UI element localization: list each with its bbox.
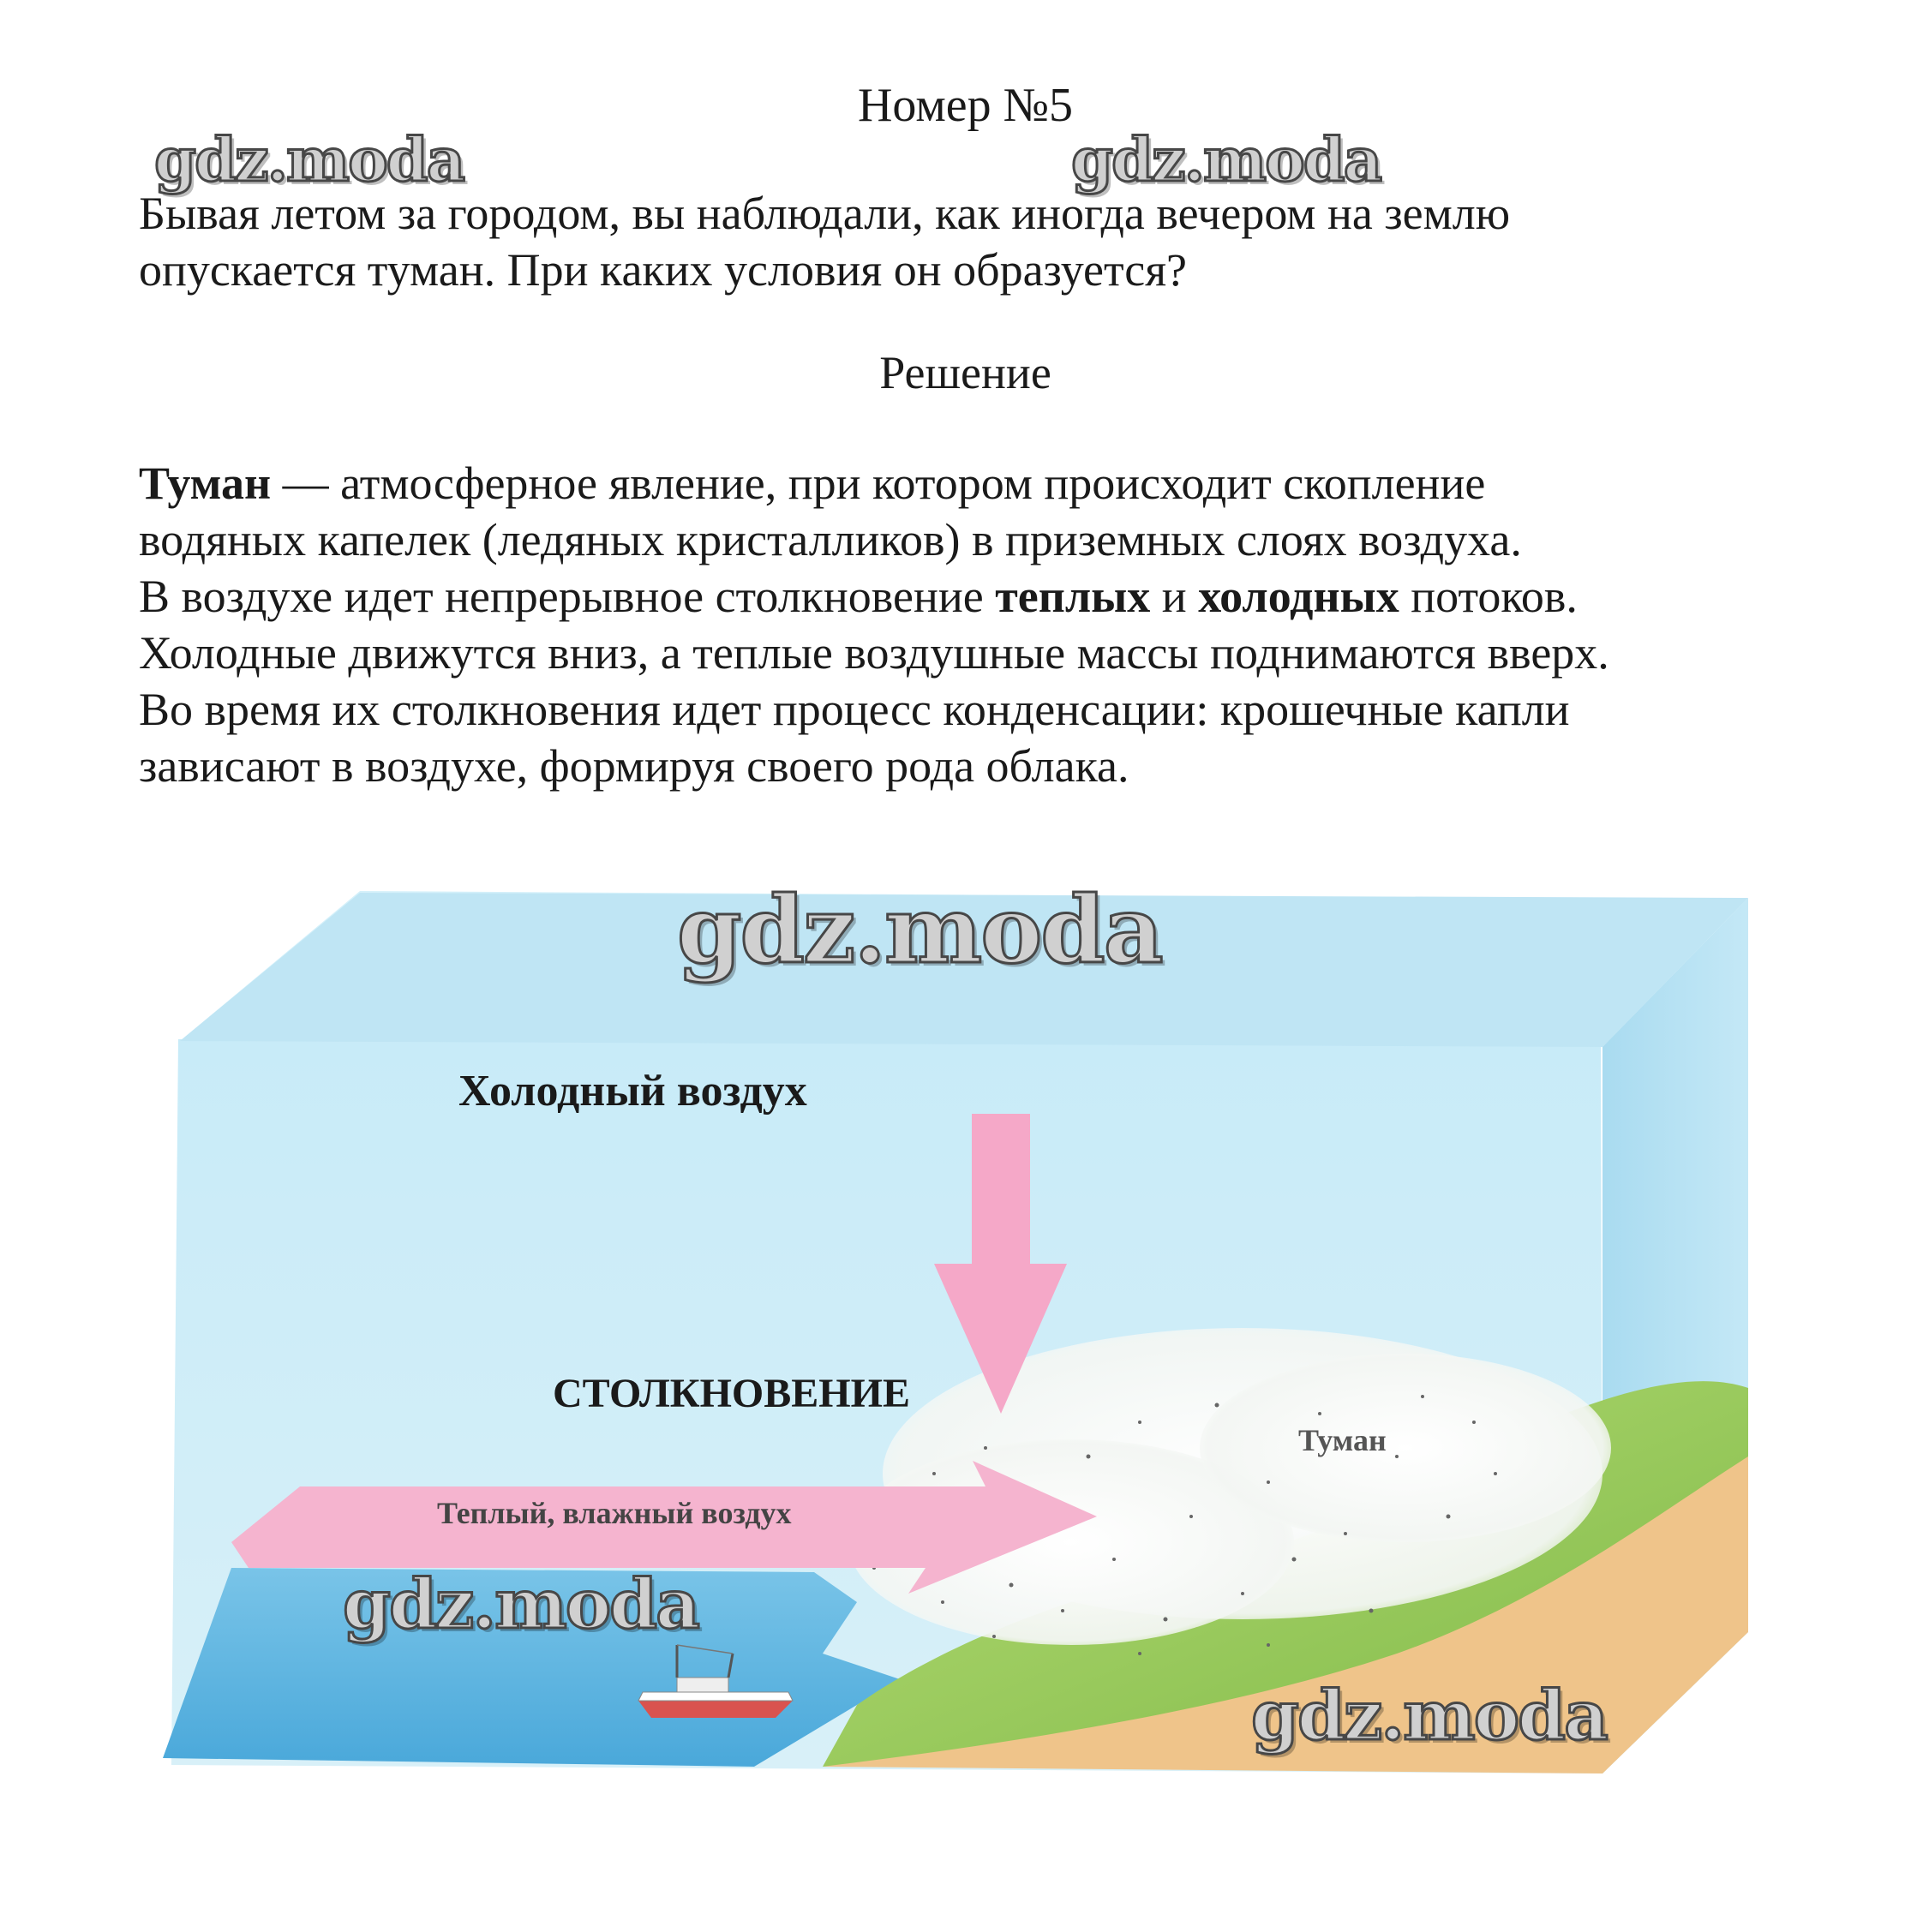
fog-cloud-part <box>1200 1354 1611 1542</box>
watermark-diagram-land: gdz.moda <box>1251 1675 1607 1756</box>
answer-line-2: водяных капелек (ледяных кристалликов) в приземных слоях воздуха. <box>139 514 1522 565</box>
question-line-2: опускается туман. При каких условия он образуется? <box>139 244 1188 296</box>
term-warm: теплых <box>995 571 1151 622</box>
label-cold-air: Холодный воздух <box>458 1067 807 1116</box>
label-collision: СТОЛКНОВЕНИЕ <box>553 1371 910 1416</box>
definition-text: — атмосферное явление, при котором происходит скопление <box>271 458 1486 509</box>
label-warm-air: Теплый, влажный воздух <box>437 1496 792 1530</box>
collision-text-a: В воздухе идет непрерывное столкновение <box>139 571 996 622</box>
collision-text-b: и <box>1150 571 1199 622</box>
solution-heading: Решение <box>879 347 1051 398</box>
answer-line-1 <box>139 455 1853 511</box>
answer-line-5: Во время их столкновения идет процесс конденсации: крошечные капли <box>139 684 1570 735</box>
term-fog: Туман <box>139 458 272 509</box>
page-title: Номер №5 <box>857 79 1074 132</box>
watermark-top-right: gdz.moda <box>1071 124 1381 195</box>
watermark-top-left: gdz.moda <box>154 124 464 195</box>
watermark-diagram-sea: gdz.moda <box>343 1564 698 1644</box>
answer-text <box>139 455 1853 794</box>
term-cold: холодных <box>1198 571 1399 622</box>
collision-text-c: потоков. <box>1399 571 1578 622</box>
question-text <box>139 185 1818 298</box>
answer-line-6: зависают в воздухе, формируя своего рода облака. <box>139 740 1129 792</box>
answer-line-4: Холодные движутся вниз, а теплые воздушные массы поднимаются вверх. <box>139 627 1609 679</box>
answer-line-3 <box>139 568 1853 625</box>
question-line-1: Бывая летом за городом, вы наблюдали, как иногда вечером на землю <box>139 188 1511 239</box>
label-fog: Туман <box>1298 1423 1387 1457</box>
watermark-diagram-top: gdz.moda <box>677 876 1162 984</box>
